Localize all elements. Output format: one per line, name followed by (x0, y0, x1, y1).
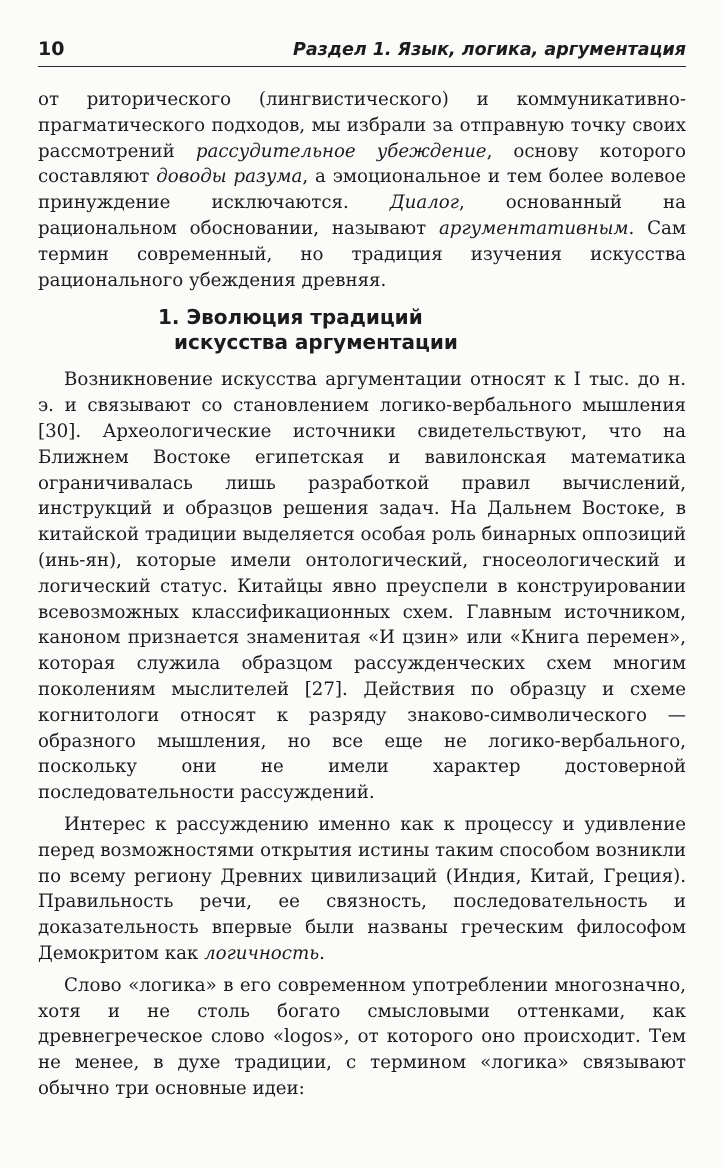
book-page (38, 38, 686, 1138)
paragraph-logic-word (38, 973, 686, 1102)
italic-term: рассудительное убеждение (195, 140, 487, 162)
text-run: , основанный на рациональном обосновании, называют (38, 192, 686, 239)
text-run: от риторического (лингвистического) и коммуникативно-прагматического подходов, мы избрали за отправную точку своих рассмотрений (38, 89, 686, 162)
paragraph-origins (38, 367, 686, 806)
heading-line-2: искусства аргументации (174, 330, 458, 355)
text-run: . Сам термин современный, но традиция изучения искусства рационального убеждения древняя. (38, 217, 686, 291)
italic-term: доводы разума (156, 166, 303, 188)
text-run: . (319, 942, 325, 964)
italic-term: аргументативным (438, 217, 629, 239)
paragraph-interest (38, 812, 686, 967)
text-run: , основу которого составляют (38, 140, 686, 188)
running-head (38, 38, 686, 67)
chapter-heading (158, 305, 686, 355)
italic-term: Диалог (389, 192, 459, 214)
text-run: Интерес к рассуждению именно как к процессу и удивление перед возможностями открытия истины таким способом возникли по всему региону Древних цивилизаций (Индия, Китай, Греция). Правильность речи, ее связность, последовательность и доказательность впервые были названы греческим философом Демокритом как (38, 813, 686, 964)
italic-term: логичность (204, 942, 320, 964)
body-text (38, 87, 686, 1102)
text-run: , а эмоциональное и тем более волевое принуждение исключаются. (38, 166, 687, 214)
heading-line-1: 1. Эволюция традиций (158, 305, 423, 330)
section-title: Раздел 1. Язык, логика, аргументация (293, 40, 686, 60)
paragraph-intro (38, 87, 686, 293)
page-number: 10 (38, 38, 65, 60)
text-run: Возникновение искусства аргументации относят к I тыс. до н. э. и связывают со становлением логико-вербального мышления [30]. Археологические источники свидетельствуют, что на Ближнем Востоке египетская и вавилонская математика ограничивалась лишь разработкой правил вычислений, инструкций и образцов решения задач. На Дальнем Востоке, в китайской традиции выделяется особая роль бинарных оппозиций (инь-ян), которые имели онтологический, гносеологический и логический статус. Китайцы явно преуспели в конструировании всевозможных классификационных схем. Главным источником, каноном признается знаменитая «И цзин» или «Книга перемен», которая служила образцом рассужденческих схем многим поколениям мыслителей [27]. Действия по образцу и схеме когнитологи относят к разряду знаково-символического — образного мышления, но все еще не логико-вербального, поскольку они не имели характер достоверной последовательности рассуждений. (38, 369, 686, 804)
text-run: Слово «логика» в его современном употреблении многозначно, хотя и не столь богато смысловыми оттенками, как древнегреческое слово «logos», от которого оно происходит. Тем не менее, в духе традиции, с термином «логика» связывают обычно три основные идеи: (38, 974, 686, 1099)
